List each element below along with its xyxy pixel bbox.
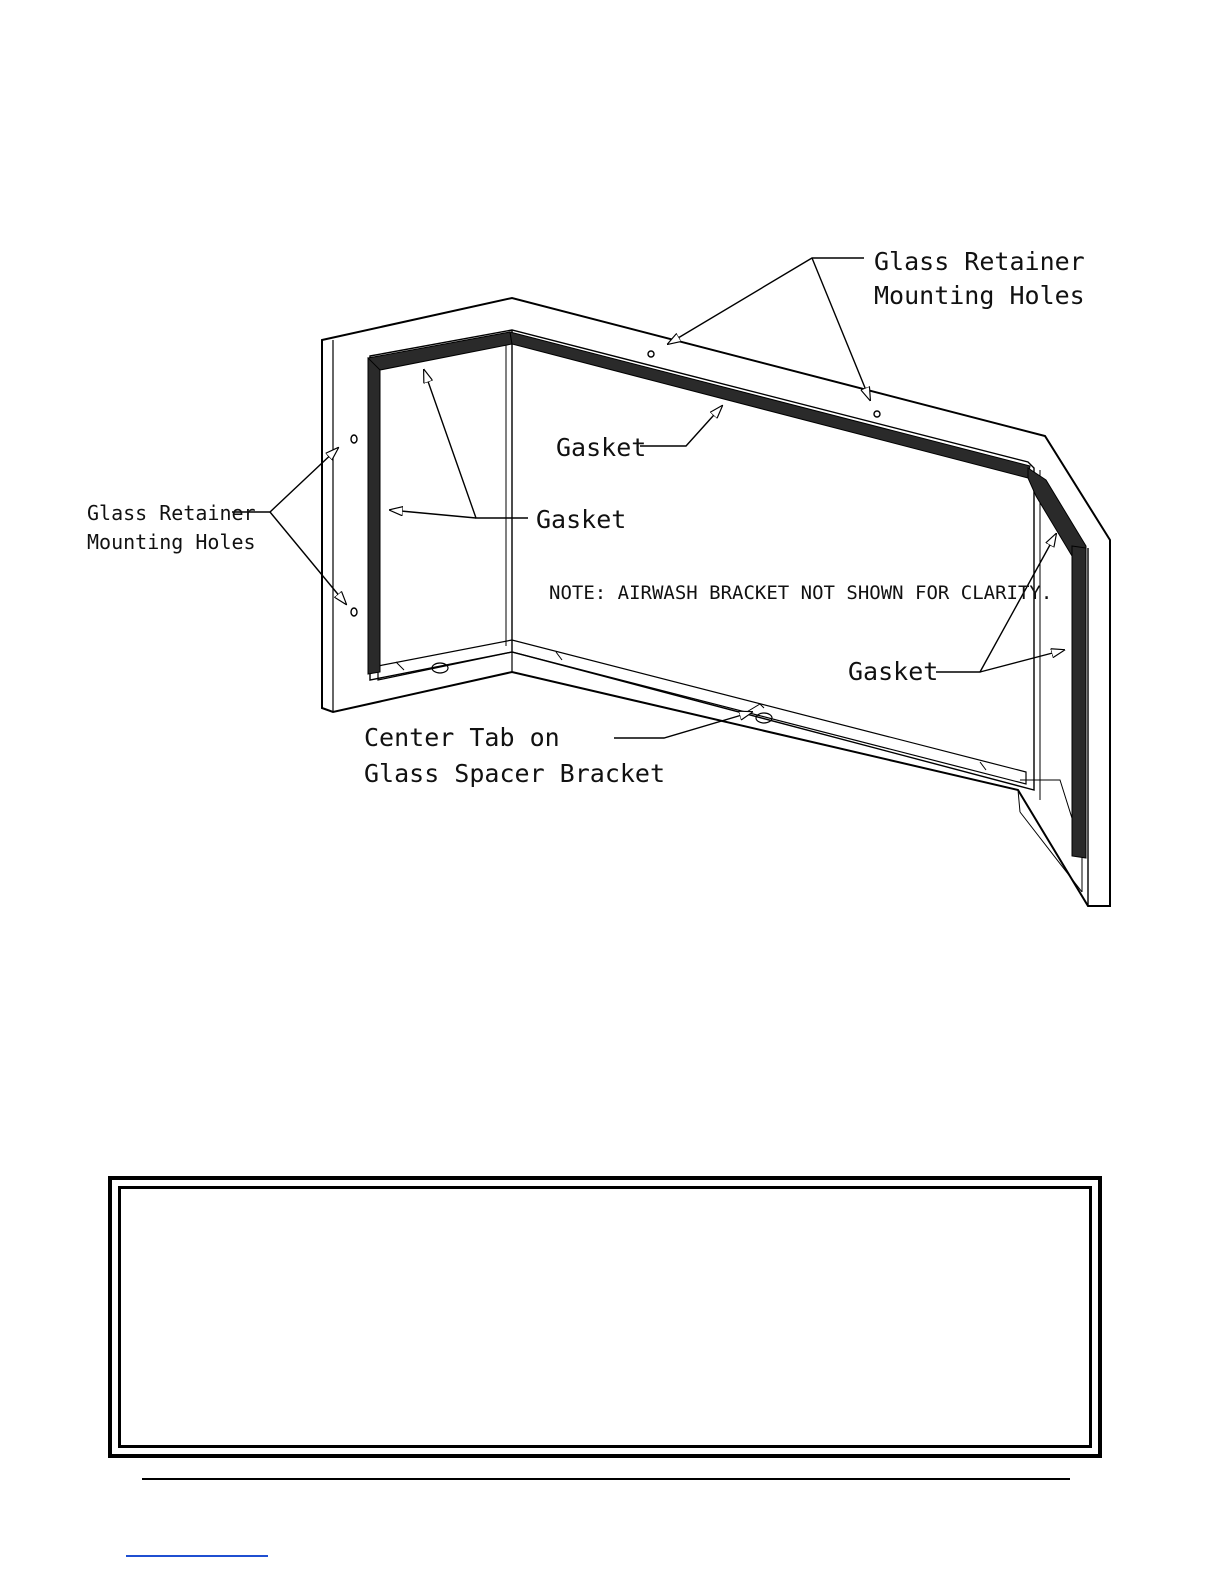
diagram-note: NOTE: AIRWASH BRACKET NOT SHOWN FOR CLARITY. <box>549 582 1053 604</box>
callout-holes-left-line2: Mounting Holes <box>87 530 256 554</box>
mounting-hole <box>351 435 357 443</box>
mounting-hole <box>648 351 654 357</box>
gasket-left <box>368 358 380 674</box>
mounting-holes <box>351 351 880 616</box>
page-link-underline[interactable] <box>126 1555 268 1557</box>
callout-holes-top-line1: Glass Retainer <box>874 247 1085 276</box>
callout-center-tab-line1: Center Tab on <box>364 723 560 752</box>
callout-holes-top-line2: Mounting Holes <box>874 281 1085 310</box>
callout-holes-left-line1: Glass Retainer <box>87 501 256 525</box>
callout-gasket-right: Gasket <box>848 657 939 686</box>
gasket-top-left <box>368 332 512 370</box>
mounting-hole <box>874 411 880 417</box>
warning-box <box>108 1176 1102 1458</box>
leader-lines <box>232 258 1064 738</box>
callout-center-tab-line2: Glass Spacer Bracket <box>364 759 666 788</box>
callout-gasket-top: Gasket <box>556 433 647 462</box>
gasket-diagonal <box>1028 468 1086 560</box>
footer-rule <box>142 1478 1070 1480</box>
warning-box-inner-border <box>118 1186 1092 1448</box>
mounting-hole <box>351 608 357 616</box>
callout-gasket-left: Gasket <box>536 505 627 534</box>
gasket-right <box>1072 546 1086 858</box>
